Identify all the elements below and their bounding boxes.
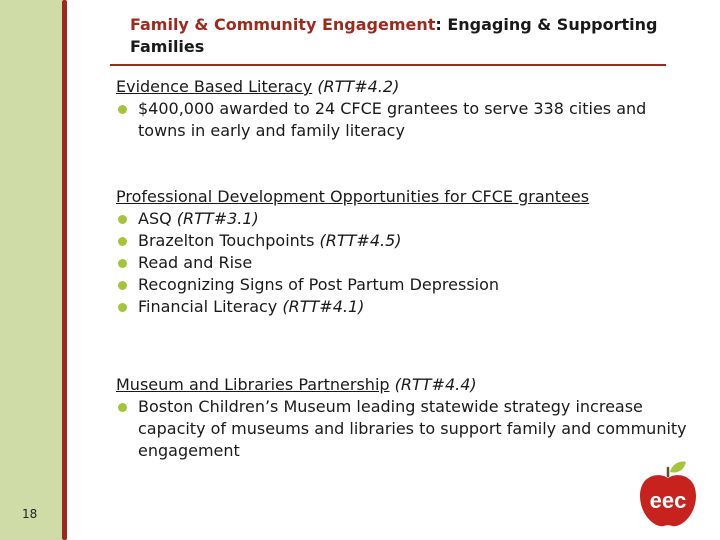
bullet-text: Recognizing Signs of Post Partum Depression xyxy=(138,275,500,294)
heading-text: Professional Development Opportunities for CFCE grantees xyxy=(116,187,590,206)
bullet-ref: (RTT#3.1) xyxy=(176,209,259,228)
bullet-text: Financial Literacy xyxy=(138,297,278,316)
left-decorative-bar xyxy=(0,0,62,540)
bullet-ref: (RTT#4.5) xyxy=(319,231,402,250)
bullet-text: Read and Rise xyxy=(138,253,253,272)
title-underline-rule xyxy=(110,64,666,66)
bullet-ref: (RTT#4.1) xyxy=(282,297,365,316)
bullet-dot-icon xyxy=(118,105,127,114)
list-item xyxy=(116,274,696,296)
heading-text: Museum and Libraries Partnership xyxy=(116,375,390,394)
list-item xyxy=(116,230,696,252)
section-heading xyxy=(116,374,696,396)
heading-ref: (RTT#4.2) xyxy=(317,77,400,96)
list-item xyxy=(116,98,696,142)
accent-divider-line xyxy=(62,0,67,540)
bullet-text: $400,000 awarded to 24 CFCE grantees to serve 338 cities and towns in early and family literacy xyxy=(138,99,647,140)
bullet-dot-icon xyxy=(118,403,127,412)
bullet-dot-icon xyxy=(118,259,127,268)
section-professional-development xyxy=(116,186,696,318)
bullet-dot-icon xyxy=(118,303,127,312)
bullet-dot-icon xyxy=(118,237,127,246)
section-heading xyxy=(116,76,696,98)
heading-ref: (RTT#4.4) xyxy=(394,375,477,394)
logo-leaf xyxy=(670,461,686,472)
bullet-dot-icon xyxy=(118,215,127,224)
list-item xyxy=(116,252,696,274)
bullet-dot-icon xyxy=(118,281,127,290)
bullet-text: Brazelton Touchpoints xyxy=(138,231,315,250)
bullet-text: ASQ xyxy=(138,209,172,228)
logo-text: eec xyxy=(649,488,687,513)
list-item xyxy=(116,296,696,318)
page-number: 18 xyxy=(22,507,38,521)
title-accent: Family & Community Engagement xyxy=(130,15,436,34)
list-item xyxy=(116,396,696,462)
section-literacy xyxy=(116,76,696,142)
title-rest: : Engaging & Supporting Families xyxy=(130,15,658,56)
heading-text: Evidence Based Literacy xyxy=(116,77,313,96)
apple-logo-icon xyxy=(632,458,704,530)
bullet-list xyxy=(116,208,696,318)
bullet-list xyxy=(116,98,696,142)
bullet-text: Boston Children’s Museum leading statewide strategy increase capacity of museums and libraries to support family and community engagement xyxy=(138,397,687,460)
section-museum xyxy=(116,374,696,462)
list-item xyxy=(116,208,696,230)
slide-title xyxy=(130,14,690,58)
bullet-list xyxy=(116,396,696,462)
section-heading xyxy=(116,186,696,208)
